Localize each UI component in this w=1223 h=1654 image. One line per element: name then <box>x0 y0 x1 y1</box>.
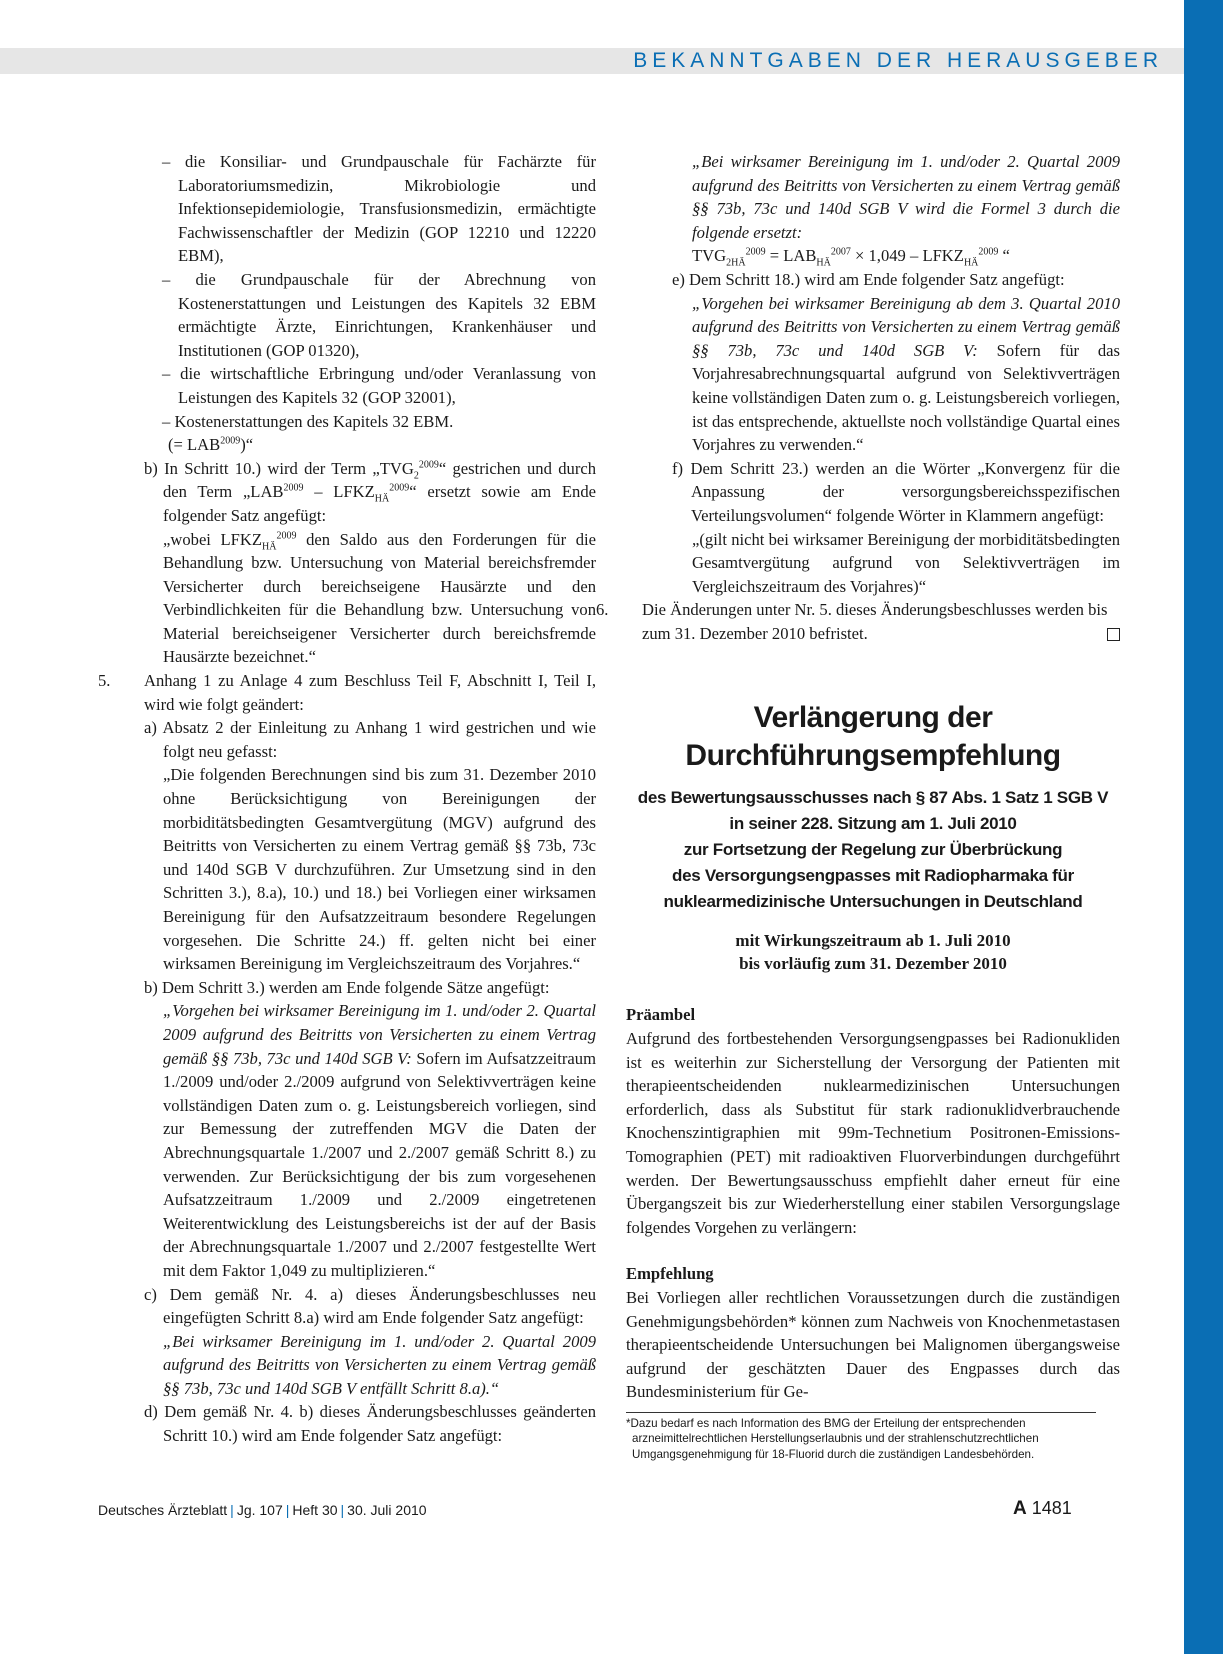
article-title-block <box>626 699 1120 915</box>
item-b-schritt-10: b) In Schritt 10.) wird der Term $„TVG_2^{2009}“$ gestrichen und durch den Term $„LAB^{2009}$ – $LFKZ_{HÄ}^{2009}“$ ersetzt sowie am Ende folgender Satz angefügt: <box>144 458 597 525</box>
item-c-quote: „Bei wirksamer Bereinigung im 1. und/oder 2. Quartal 2009 aufgrund des Beitritts von Versicherten zu einem Vertrag gemäß §§ 73b, 73c und 140d SGB V entfällt Schritt 8.a).“ <box>163 1331 596 1398</box>
journal-issue: Heft 30 <box>292 1502 338 1518</box>
footnote-divider <box>626 1412 1096 1413</box>
empfehlung-heading: Empfehlung <box>626 1264 714 1284</box>
item-b-quote: „Vorgehen bei wirksamer Bereinigung im 1. und/oder 2. Quartal 2009 aufgrund des Beitritts von Versicherten zu einem Vertrag gemäß §§ 73b, 73c und 140d SGB V: Sofern im Aufsatzzeitraum 1./2009 und/oder 2./2009 aufgrund von Selektivverträgen keine vollständigen Daten zum o. g. Leistungsbereich vorliegen, sind zur Bemessung der zutreffenden MGV die Daten der Abrechnungsquartale 1./2007 und 2./2007 gemäß Schritt 8.) zu verwenden. Zur Berücksichtigung der bis zum vorgesehenen Aufsatzzeitraum 1./2009 und 2./2009 eingetretenen Weiterentwicklung des Leistungsbereichs ist der auf der Basis der Abrechnungsquartale 1./2007 und 2./2007 festgestellte Wert mit dem Faktor 1,049 zu multiplizieren.“ <box>163 1001 596 1280</box>
validity-period: mit Wirkungszeitraum ab 1. Juli 2010 bis vorläufig zum 31. Dezember 2010 <box>735 931 1011 974</box>
praeambel-heading: Präambel <box>626 1005 696 1025</box>
footnote: *Dazu bedarf es nach Information des BMG der Erteilung der entsprechenden arzneimittelrechtlichen Herstellungserlaubnis und der strahlenschutzrechtlichen Umgangsgenehmigung für 18-Fluorid durch die zuständigen Landesbehörden. <box>626 1416 1039 1461</box>
page-number: A 1481 <box>1013 1498 1072 1519</box>
item-text: Anhang 1 zu Anlage 4 zum Beschluss Teil F, Abschnitt I, Teil I, wird wie folgt geändert: <box>144 671 596 714</box>
journal-footer: Deutsches Ärzteblatt | Jg. 107 | Heft 30 | 30. Juli 2010 <box>98 1502 427 1518</box>
left-column <box>98 150 596 1448</box>
section-title: BEKANNTGABEN DER HERAUSGEBER <box>633 49 1163 72</box>
item-a: a) Absatz 2 der Einleitung zu Anhang 1 wird gestrichen und wie folgt neu gefasst: <box>144 718 596 761</box>
empfehlung-text: Bei Vorliegen aller rechtlichen Voraussetzungen durch die zuständigen Genehmigungsbehörden* können zum Nachweis von Knochenmetastasen therapieentscheidende Untersuchungen bei Malignomen übergangsweise aufgrund der geschätzten Dauer des Engpasses durch das Bundesministerium für Ge- <box>626 1288 1120 1402</box>
dash-item-4: – Kostenerstattungen des Kapitels 32 EBM. <box>162 411 454 431</box>
lab-formula: (= $LAB^{2009})“$ <box>168 435 254 455</box>
item-c: c) Dem gemäß Nr. 4. a) dieses Änderungsbeschlusses neu eingefügten Schritt 8.a) wird am Ende folgender Satz angefügt: <box>144 1284 596 1328</box>
item-number: 6. <box>596 600 609 620</box>
numbered-item-6 <box>596 598 1120 645</box>
dash-item-1: – die Konsiliar- und Grundpauschale für Fachärzte für Laboratoriumsmedizin, Mikrobiologie und Infektionsepidemiologie, Transfusionsmedizin, ermächtigte Fachwissenschaftler der Medizin (GOP 12210 und 12220 EBM), <box>162 152 596 266</box>
right-column <box>596 150 1120 1462</box>
article-subtitle: des Bewertungsausschusses nach § 87 Abs. 1 Satz 1 SGB V in seiner 228. Sitzung am 1. Juli 2010 zur Fortsetzung der Regelung zur Überbrückung des Versorgungsengpasses mit Radiopharmaka für nuklearmedizinische Untersuchungen in Deutschland <box>637 788 1109 912</box>
item-e-quote: „Vorgehen bei wirksamer Bereinigung ab dem 3. Quartal 2010 aufgrund des Beitritts von Versicherten zu einem Vertrag gemäß §§ 73b, 73c und 140d SGB V: Sofern für das Vorjahresabrechnungsquartal aufgrund von Selektivverträgen keine vollständigen Daten zum o. g. Leistungsbereich vorliegen, ist das entsprechende, aktuellste noch vollständige Quartal eines Vorjahres zu verwenden.“ <box>692 293 1120 455</box>
item-text: Die Änderungen unter Nr. 5. dieses Änderungsbeschlusses werden bis zum 31. Dezember 2010 befristet. <box>642 598 1120 645</box>
blue-side-stripe <box>1184 0 1223 1654</box>
dash-item-3: – die wirtschaftliche Erbringung und/oder Veranlassung von Leistungen des Kapitels 32 (GOP 32001), <box>162 364 596 407</box>
tvg-formula: $TVG_{2HÄ}^{2009} = LAB_{HÄ}^{2007} \times 1,049$ – $LFKZ_{HÄ}^{2009}$ “ <box>692 246 1010 269</box>
item-b: b) Dem Schritt 3.) werden am Ende folgende Sätze angefügt: <box>144 977 550 997</box>
end-of-article-box <box>1107 628 1120 641</box>
numbered-item-5 <box>98 669 596 716</box>
praeambel-text: Aufgrund des fortbestehenden Versorgungsengpasses bei Radionukliden ist es weiterhin zur Sicherstellung der Versorgung der Patienten mit therapieentscheidenden nuklearmedizinischen Untersuchungen erforderlich, dass als Substitut für stark radionuklidverbrauchende Knochenszintigraphien mit 99m-Technetium Positronen-Emissions-Tomographien (PET) mit radioaktiven Fluorverbindungen durchgeführt werden. Der Bewertungsausschuss empfiehlt daher erneut für eine Übergangszeit bis zur Wiederherstellung einer stabilen Versorgungslage folgendes Vorgehen zu verlängern: <box>626 1029 1120 1237</box>
wobei-quote: „wobei $LFKZ_{HÄ}^{2009}$ den Saldo aus den Forderungen für die Behandlung bzw. Untersuchung von Material bereichsfremder Versicherter durch bereichseigene Hausärzte und den Verbindlichkeiten für die Behandlung bzw. Untersuchung von Material bereichseigener Versicherter durch bereichsfremde Hausärzte bezeichnet.“ <box>163 529 596 667</box>
item-f: f) Dem Schritt 23.) werden an die Wörter „Konvergenz für die Anpassung der versorgungsbereichsspezifischen Verteilungsvolumen“ folgende Wörter in Klammern angefügt: <box>672 458 1120 525</box>
journal-volume: Jg. 107 <box>236 1502 283 1518</box>
article-title-line-1: Verlängerung der <box>753 701 993 735</box>
article-title-line-2: Durchführungsempfehlung <box>685 739 1061 773</box>
journal-date: 30. Juli 2010 <box>347 1502 427 1518</box>
dash-item-2: – die Grundpauschale für der Abrechnung von Kostenerstattungen und Leistungen des Kapitels 32 EBM ermächtigte Ärzte, Einrichtungen, Krankenhäuser und Institutionen (GOP 01320), <box>162 269 596 360</box>
item-f-quote: „(gilt nicht bei wirksamer Bereinigung der morbiditätsbedingten Gesamtvergütung aufgrund von Selektivverträgen im Vergleichszeitraum des Vorjahres)“ <box>692 529 1120 596</box>
item-e: e) Dem Schritt 18.) wird am Ende folgender Satz angefügt: <box>672 269 1065 289</box>
item-d: d) Dem gemäß Nr. 4. b) dieses Änderungsbeschlusses geänderten Schritt 10.) wird am Ende folgender Satz angefügt: <box>144 1402 596 1446</box>
journal-name: Deutsches Ärzteblatt <box>98 1502 228 1518</box>
item-number: 5. <box>98 671 111 691</box>
item-a-quote: „Die folgenden Berechnungen sind bis zum 31. Dezember 2010 ohne Berücksichtigung von Bereinigungen der morbiditätsbedingten Gesamtvergütung (MGV) aufgrund des Beitritts von Versicherten zu einem Vertrag gemäß §§ 73b, 73c und 140d SGB V durchzuführen. Zur Umsetzung sind in den Schritten 3.), 8.a), 10.) und 18.) bei Vorliegen einer wirksamen Bereinigung für den Aufsatzzeitraum besondere Regelungen vorgesehen. Die Schritte 24.) ff. gelten nicht bei einer wirksamen Bereinigung im Vergleichszeitraum des Vorjahres.“ <box>163 765 596 974</box>
item-d-quote: „Bei wirksamer Bereinigung im 1. und/oder 2. Quartal 2009 aufgrund des Beitritts von Versicherten zu einem Vertrag gemäß §§ 73b, 73c und 140d SGB V wird die Formel 3 durch die folgende ersetzt: <box>692 152 1120 242</box>
